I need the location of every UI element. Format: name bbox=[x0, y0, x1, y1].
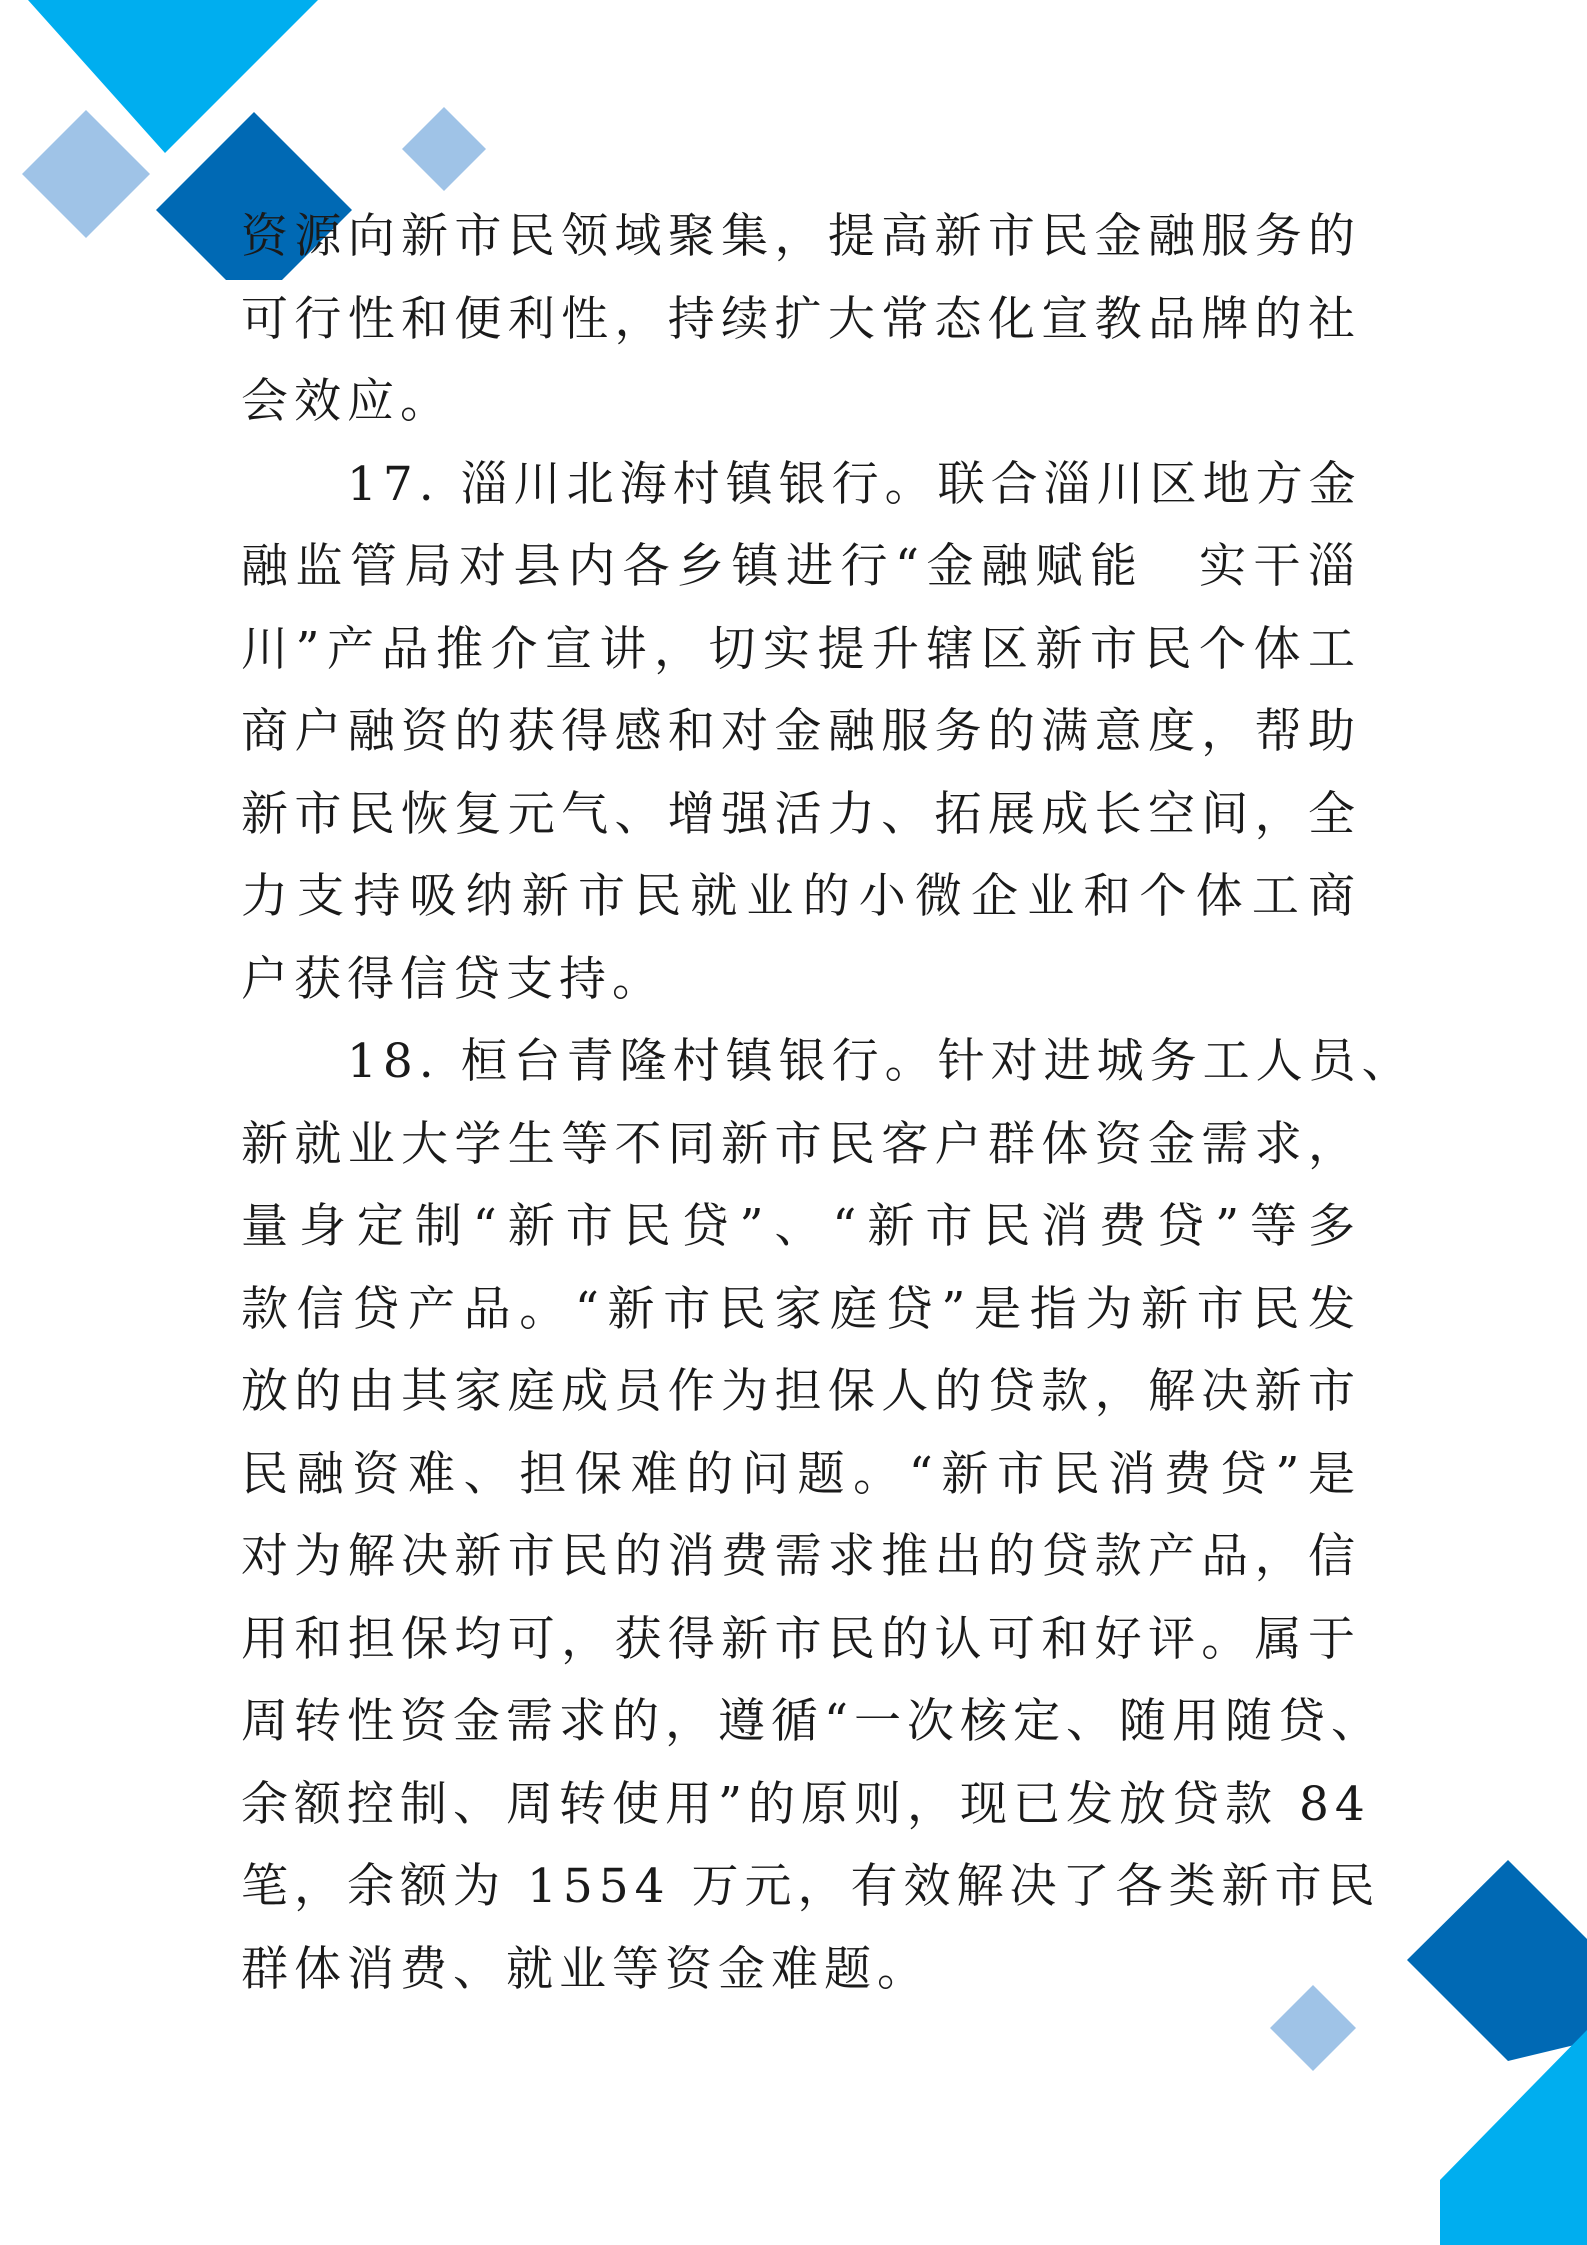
small-diamond-top bbox=[402, 107, 486, 191]
text-line: 户获得信贷支持。 bbox=[241, 951, 665, 1007]
dark-blue-diamond-br bbox=[1407, 1860, 1587, 2061]
text-line: 新就业大学生等不同新市民客户群体资金需求， bbox=[241, 1116, 1361, 1172]
text-line: 群体消费、就业等资金难题。 bbox=[241, 1941, 930, 1997]
document-body bbox=[241, 196, 1415, 2011]
text-line: 余额控制、周转使用”的原则，现已发放贷款 84 bbox=[241, 1776, 1371, 1832]
cyan-triangle-br bbox=[1440, 2030, 1587, 2245]
text-line: 对为解决新市民的消费需求推出的贷款产品，信 bbox=[241, 1529, 1361, 1584]
text-line: 量身定制“新市民贷”、“新市民消费贷”等多 bbox=[241, 1199, 1361, 1254]
text-line: 融监管局对县内各乡镇进行“金融赋能 实干淄 bbox=[241, 539, 1361, 594]
paragraph-3 bbox=[241, 1021, 1415, 2011]
text-line: 资源向新市民领域聚集，提高新市民金融服务的 bbox=[241, 209, 1361, 264]
text-line: 周转性资金需求的，遵循“一次核定、随用随贷、 bbox=[241, 1694, 1385, 1749]
text-line: 商户融资的获得感和对金融服务的满意度，帮助 bbox=[241, 704, 1361, 759]
text-line: 17. 淄川北海村镇银行。联合淄川区地方金 bbox=[347, 456, 1362, 512]
paragraph-2 bbox=[241, 444, 1361, 1022]
text-line: 放的由其家庭成员作为担保人的贷款，解决新市 bbox=[241, 1364, 1361, 1419]
paragraph-1 bbox=[241, 196, 1361, 444]
text-line: 川”产品推介宣讲，切实提升辖区新市民个体工 bbox=[241, 621, 1361, 677]
text-line: 新市民恢复元气、增强活力、拓展成长空间，全 bbox=[241, 786, 1361, 842]
text-line: 可行性和便利性，持续扩大常态化宣教品牌的社 bbox=[241, 291, 1361, 347]
text-line: 款信贷产品。“新市民家庭贷”是指为新市民发 bbox=[241, 1281, 1361, 1337]
text-line: 18. 桓台青隆村镇银行。针对进城务工人员、 bbox=[347, 1034, 1415, 1089]
text-line: 民融资难、担保难的问题。“新市民消费贷”是 bbox=[241, 1446, 1361, 1502]
light-blue-diamond-left bbox=[22, 110, 150, 238]
text-line: 力支持吸纳新市民就业的小微企业和个体工商 bbox=[241, 869, 1361, 924]
text-line: 用和担保均可，获得新市民的认可和好评。属于 bbox=[241, 1611, 1361, 1667]
text-line: 会效应。 bbox=[241, 374, 453, 429]
text-line: 笔，余额为 1554 万元，有效解决了各类新市民 bbox=[241, 1859, 1381, 1914]
